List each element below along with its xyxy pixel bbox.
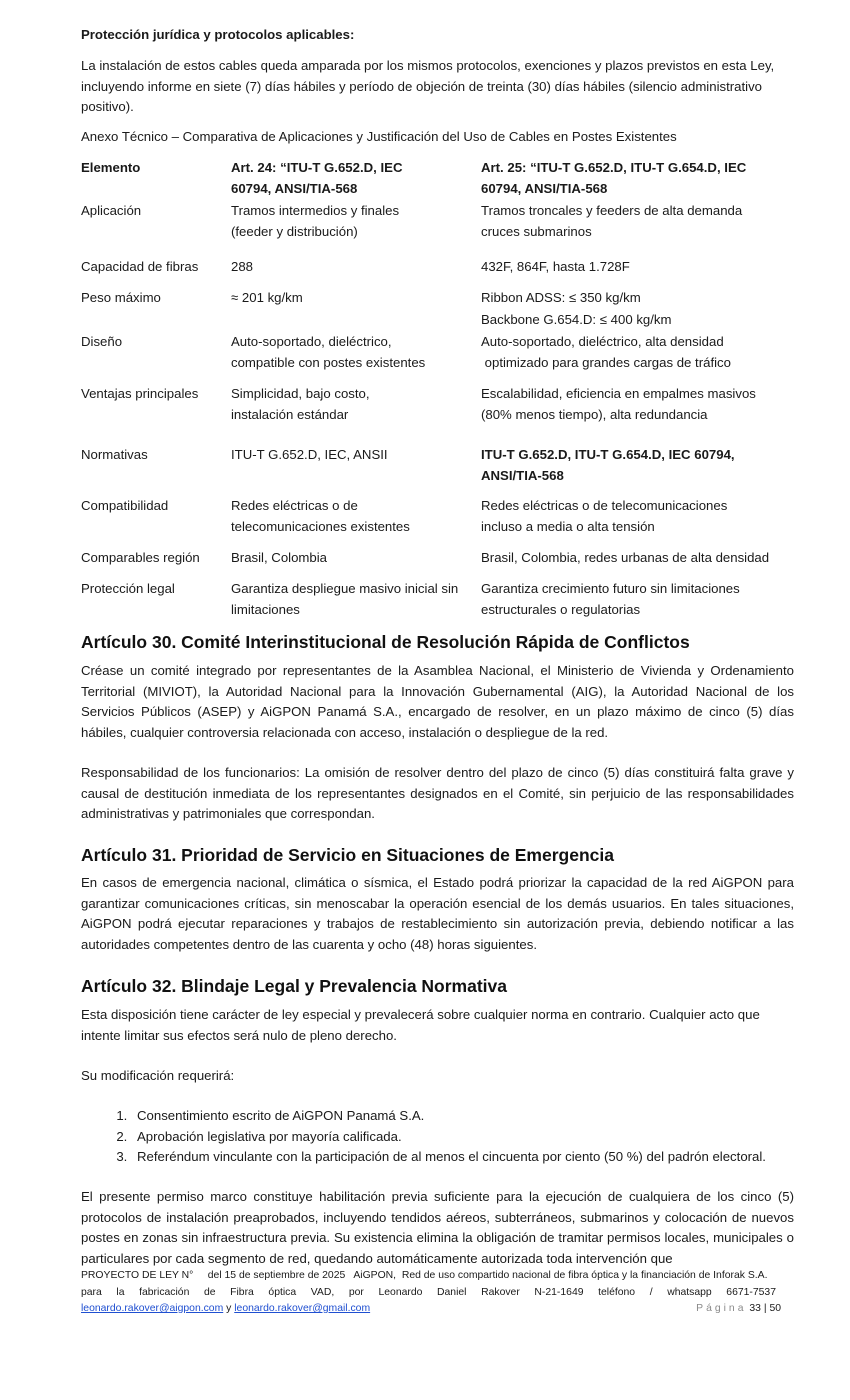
row-art25: Redes eléctricas o de telecomunicaciones incluso a media o alta tensión <box>481 498 728 534</box>
article-32-title: Artículo 32. Blindaje Legal y Prevalencia Normativa <box>81 976 507 996</box>
article-30-title: Artículo 30. Comité Interinstitucional de Resolución Rápida de Conflictos <box>81 632 690 652</box>
row-art24: Brasil, Colombia <box>231 550 328 565</box>
page-total: 50 <box>769 1303 781 1314</box>
row-art24: Simplicidad, bajo costo, instalación estándar <box>231 386 370 422</box>
row-label: Aplicación <box>81 203 142 218</box>
intro-paragraph: La instalación de estos cables queda amparada por los mismos protocolos, exenciones y plazos previstos en esta Ley, incluyendo informe en siete (7) días hábiles y período de objeción de treinta (30) días hábiles (silencio administrativo positivo). <box>81 58 775 114</box>
row-art24: 288 <box>231 259 254 274</box>
row-art25-line: optimizado para grandes cargas de tráfico <box>481 354 731 370</box>
row-label: Capacidad de fibras <box>81 259 199 274</box>
row-art25: ITU-T G.652.D, ITU-T G.654.D, IEC 60794, ANSI/TIA-568 <box>481 447 735 483</box>
row-label: Diseño <box>81 334 123 349</box>
header-elemento: Elemento <box>81 160 141 175</box>
row-label: Comparables región <box>81 550 200 565</box>
row-art25: Brasil, Colombia, redes urbanas de alta densidad <box>481 550 770 565</box>
row-art24: Tramos intermedios y finales (feeder y distribución) <box>231 203 400 239</box>
article-30-paragraph: Créase un comité integrado por representantes de la Asamblea Nacional, el Ministerio de Vivienda y Ordenamiento Territorial (MIVIOT), la Autoridad Nacional para la Innovación Gubernamental (AIG), la Autoridad Nacional de los Servicios Públicos (ASEP) y AiGPON Panamá S.A., encargado de resolver, en un plazo máximo de cinco (5) días hábiles, cualquier controversia relacionada con acceso, instalación o despliegue de la red. <box>81 663 794 740</box>
row-art25: Escalabilidad, eficiencia en empalmes masivos (80% menos tiempo), alta redundancia <box>481 386 756 422</box>
article-31-title: Artículo 31. Prioridad de Servicio en Situaciones de Emergencia <box>81 845 614 865</box>
list-item: 1. Consentimiento escrito de AiGPON Panamá S.A. <box>131 1106 844 1127</box>
row-art25-line: Auto-soportado, dieléctrico, alta densidad <box>481 334 724 349</box>
list-item: 2. Aprobación legislativa por mayoría calificada. <box>131 1127 844 1148</box>
footer-contacts <box>81 1301 781 1318</box>
article-30-responsibility: Responsabilidad de los funcionarios: La omisión de resolver dentro del plazo de cinco (5) días constituirá falta grave y causal de destitución inmediata de los representantes designados en el Comité, sin perjuicio de las responsabilidades administrativas y patrimoniales que correspondan. <box>81 765 794 821</box>
row-art25: Tramos troncales y feeders de alta demanda cruces submarinos <box>481 203 743 239</box>
page-separator: | <box>760 1303 770 1314</box>
row-art24: Redes eléctricas o de telecomunicaciones existentes <box>231 498 410 534</box>
page-footer <box>81 1268 781 1318</box>
row-label: Ventajas principales <box>81 386 199 401</box>
row-art25-line: Backbone G.654.D: ≤ 400 kg/km <box>481 311 672 327</box>
email-link-gmail[interactable]: leonardo.rakover@gmail.com <box>234 1303 371 1314</box>
row-label: Protección legal <box>81 581 175 596</box>
page-number <box>696 1301 781 1318</box>
page-label: Página <box>696 1303 747 1314</box>
row-label: Peso máximo <box>81 290 161 305</box>
article-32-requirements-intro: Su modificación requerirá: <box>81 1068 235 1083</box>
list-item: 3. Referéndum vinculante con la participación de al menos el cincuenta por ciento (50 %) del padrón electoral. <box>131 1147 844 1168</box>
row-art25-line: Ribbon ADSS: ≤ 350 kg/km <box>481 290 641 305</box>
article-32-paragraph: Esta disposición tiene carácter de ley especial y prevalecerá sobre cualquier norma en contrario. Cualquier acto que intente limitar sus efectos será nulo de pleno derecho. <box>81 1007 760 1043</box>
row-label: Normativas <box>81 447 148 462</box>
requirements-list <box>81 1106 844 1168</box>
row-art24: Auto-soportado, dieléctrico, compatible con postes existentes <box>231 334 426 370</box>
row-art25: 432F, 864F, hasta 1.728F <box>481 259 630 274</box>
header-art24: Art. 24: “ITU-T G.652.D, IEC 60794, ANSI/TIA-568 <box>231 160 403 196</box>
page-current: 33 <box>749 1303 761 1314</box>
row-art25 <box>481 332 794 373</box>
footer-line-2: para la fabricación de Fibra óptica VAD, por Leonardo Daniel Rakover N-21-1649 teléfono / whatsapp 6671-7537 <box>81 1286 776 1298</box>
row-art24: Garantiza despliegue masivo inicial sin limitaciones <box>231 581 459 617</box>
section-heading-proteccion: Protección jurídica y protocolos aplicables: <box>81 27 355 42</box>
row-label: Compatibilidad <box>81 498 169 513</box>
article-31-paragraph: En casos de emergencia nacional, climática o sísmica, el Estado podrá priorizar la capacidad de la red AiGPON para garantizar comunicaciones críticas, sin menoscabar la operación esencial de los demás usuarios. En tales situaciones, AiGPON podrá ejecutar reparaciones y trabajos de restablecimiento sin autorización previa, debiendo notificar a las autoridades competentes dentro de las cuarenta y ocho (48) horas siguientes. <box>81 875 794 952</box>
email-link-aigpon[interactable]: leonardo.rakover@aigpon.com <box>81 1303 224 1314</box>
article-32-permit-paragraph: El presente permiso marco constituye habilitación previa suficiente para la ejecución de cualquiera de los cinco (5) protocolos de instalación preaprobados, incluyendo tendidos aéreos, subterráneos, submarinos y colocación de nuevos postes en zonas sin infraestructura previa. Su existencia elimina la obligación de tramitar permisos locales, municipales o particulares por cada segmento de red, quedando automáticamente autorizada toda intervención que <box>81 1189 794 1266</box>
footer-connector: y <box>223 1303 235 1314</box>
row-art24: ITU-T G.652.D, IEC, ANSII <box>231 447 388 462</box>
row-art25 <box>481 288 794 330</box>
row-art25: Garantiza crecimiento futuro sin limitaciones estructurales o regulatorias <box>481 581 740 617</box>
footer-line-1: PROYECTO DE LEY N° del 15 de septiembre de 2025 AiGPON, Red de uso compartido nacional de fibra óptica y la financiación de Inforak S.A. <box>81 1270 768 1281</box>
row-art24: ≈ 201 kg/km <box>231 290 303 305</box>
annex-title: Anexo Técnico – Comparativa de Aplicaciones y Justificación del Uso de Cables en Postes Existentes <box>81 129 677 144</box>
header-art25: Art. 25: “ITU-T G.652.D, ITU-T G.654.D, IEC 60794, ANSI/TIA-568 <box>481 160 747 196</box>
